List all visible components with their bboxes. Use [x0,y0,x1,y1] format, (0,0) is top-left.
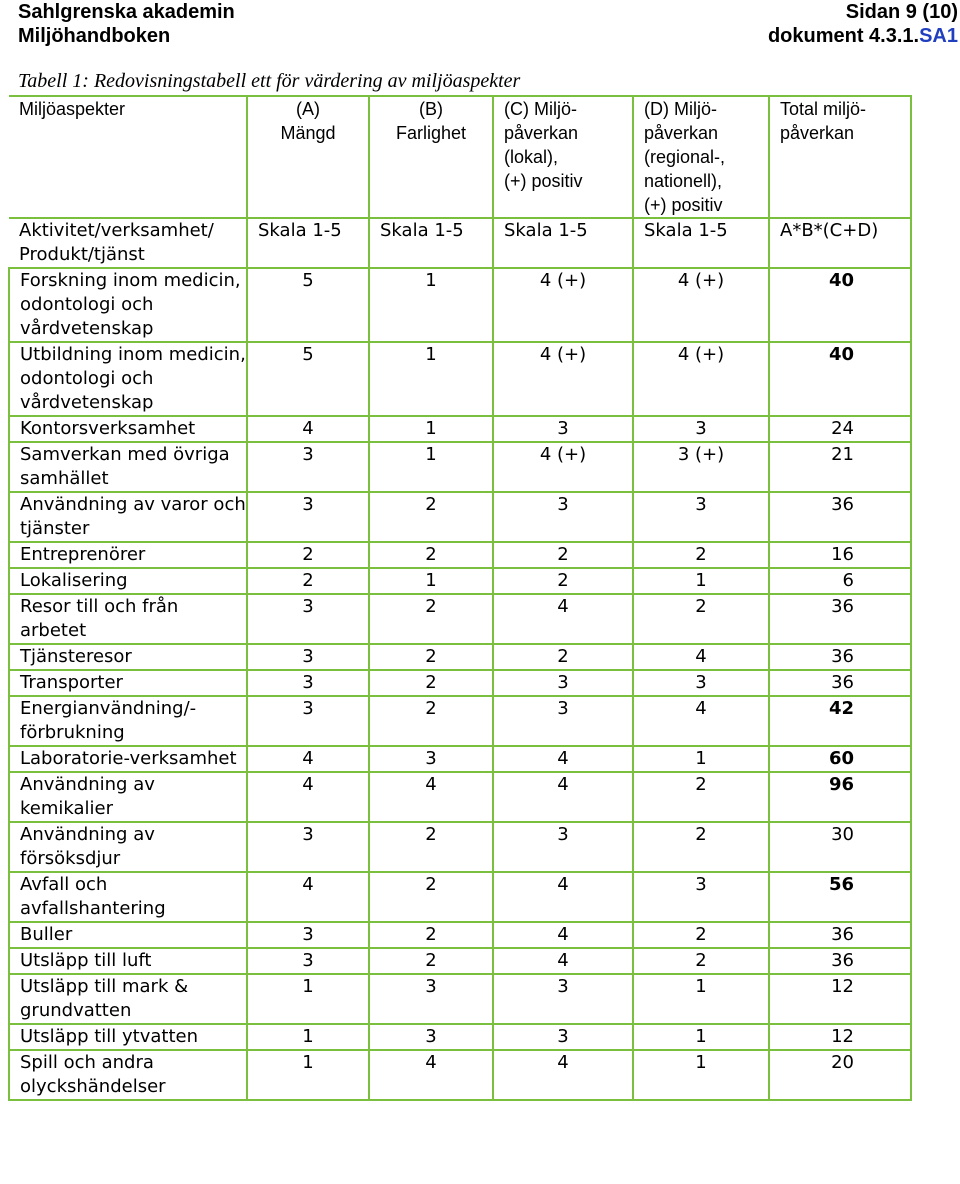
scale-cell: A*B*(C+D) [769,218,911,268]
value-cell: 3 [493,974,633,1024]
value-cell: 3 [493,492,633,542]
table-row [9,492,911,542]
value-cell: 3 [493,416,633,442]
value-cell: 2 [369,872,493,922]
value-cell: 3 [369,746,493,772]
total-cell: 36 [769,644,911,670]
column-header [769,96,911,218]
aspect-cell: Forskning inom medicin, odontologi och vårdvetenskap [9,268,247,342]
column-header-line: Mängd [280,123,336,143]
aspect-cell: Utsläpp till luft [9,948,247,974]
value-cell: 2 [247,568,369,594]
aspect-cell: Utsläpp till ytvatten [9,1024,247,1050]
value-cell: 3 [247,696,369,746]
column-header-line: Total miljö- [780,99,867,119]
column-header [9,96,247,218]
aspect-cell: Avfall och avfallshantering [9,872,247,922]
value-cell: 4 [247,416,369,442]
scale-cell: Skala 1-5 [633,218,769,268]
value-cell: 3 [493,822,633,872]
value-cell: 3 [633,416,769,442]
aspect-cell: Buller [9,922,247,948]
value-cell: 2 [633,772,769,822]
column-header [633,96,769,218]
total-cell: 36 [769,948,911,974]
column-header-line: nationell), [644,171,723,191]
value-cell: 2 [247,542,369,568]
total-cell: 21 [769,442,911,492]
document-id-suffix: SA1 [919,25,958,47]
total-cell: 36 [769,922,911,948]
value-cell: 4 [493,746,633,772]
value-cell: 2 [493,644,633,670]
value-cell: 4 [493,872,633,922]
column-header-line: Farlighet [395,123,467,143]
scale-cell: Skala 1-5 [247,218,369,268]
aspect-cell: Utbildning inom medicin, odontologi och vårdvetenskap [9,342,247,416]
aspect-cell: Tjänsteresor [9,644,247,670]
aspect-cell: Entreprenörer [9,542,247,568]
value-cell: 1 [369,442,493,492]
value-cell: 5 [247,342,369,416]
value-cell: 4 [633,644,769,670]
table-row [9,594,911,644]
value-cell: 3 [493,670,633,696]
value-cell: 2 [369,492,493,542]
value-cell: 4 [493,922,633,948]
page-number: Sidan 9 (10) [845,1,958,23]
value-cell: 2 [369,670,493,696]
table-row [9,696,911,746]
column-header-line: (B) [419,99,443,119]
column-header-line: (lokal), [504,147,559,167]
aspect-cell: Lokalisering [9,568,247,594]
value-cell: 2 [369,922,493,948]
total-cell: 12 [769,1024,911,1050]
value-cell: 2 [493,568,633,594]
total-cell: 42 [769,696,911,746]
value-cell: 4 (+) [493,342,633,416]
value-cell: 3 [247,670,369,696]
value-cell: 4 [633,696,769,746]
value-cell: 4 [493,772,633,822]
value-cell: 3 [247,948,369,974]
value-cell: 1 [369,342,493,416]
value-cell: 4 [247,872,369,922]
value-cell: 3 [369,1024,493,1050]
scale-cell: Skala 1-5 [493,218,633,268]
value-cell: 3 [247,492,369,542]
table-row [9,670,911,696]
assessment-table [8,95,912,1101]
aspect-cell: Spill och andra olyckshändelser [9,1050,247,1100]
value-cell: 3 [633,492,769,542]
document-id [768,24,958,48]
value-cell: 1 [633,568,769,594]
value-cell: 4 [247,746,369,772]
value-cell: 2 [633,822,769,872]
total-cell: 36 [769,594,911,644]
column-header-line: (+) positiv [504,171,583,191]
column-header-line: påverkan [780,123,855,143]
value-cell: 3 [493,696,633,746]
value-cell: 2 [633,542,769,568]
value-cell: 4 (+) [493,268,633,342]
table-row [9,974,911,1024]
value-cell: 2 [633,922,769,948]
column-header [369,96,493,218]
total-cell: 40 [769,342,911,416]
table-row [9,568,911,594]
value-cell: 1 [369,268,493,342]
value-cell: 3 [247,594,369,644]
value-cell: 2 [633,594,769,644]
table-row [9,442,911,492]
total-cell: 6 [769,568,911,594]
value-cell: 3 [493,1024,633,1050]
document-header-left [18,0,235,48]
aspect-cell: Användning av varor och tjänster [9,492,247,542]
table-row [9,416,911,442]
value-cell: 3 [247,442,369,492]
value-cell: 4 (+) [633,342,769,416]
table-row [9,872,911,922]
value-cell: 3 [633,670,769,696]
table-row [9,772,911,822]
table-row [9,1024,911,1050]
value-cell: 4 [493,594,633,644]
value-cell: 2 [493,542,633,568]
column-header [247,96,369,218]
total-cell: 30 [769,822,911,872]
column-header [493,96,633,218]
aspect-cell: Kontorsverksamhet [9,416,247,442]
table-row [9,746,911,772]
table-row [9,822,911,872]
column-header-line: (+) positiv [644,195,723,215]
table-row [9,542,911,568]
value-cell: 4 [493,948,633,974]
table-row [9,1050,911,1100]
value-cell: 1 [633,974,769,1024]
value-cell: 1 [633,746,769,772]
total-cell: 40 [769,268,911,342]
document-header-right [768,0,958,48]
value-cell: 2 [369,948,493,974]
value-cell: 4 [369,1050,493,1100]
value-cell: 4 (+) [633,268,769,342]
total-cell: 96 [769,772,911,822]
total-cell: 16 [769,542,911,568]
total-cell: 24 [769,416,911,442]
value-cell: 1 [247,1024,369,1050]
aspect-cell: Användning av kemikalier [9,772,247,822]
value-cell: 3 (+) [633,442,769,492]
table-row [9,644,911,670]
value-cell: 4 [247,772,369,822]
scale-cell: Skala 1-5 [369,218,493,268]
aspect-cell: Användning av försöksdjur [9,822,247,872]
value-cell: 1 [247,974,369,1024]
value-cell: 2 [369,822,493,872]
table-row [9,948,911,974]
value-cell: 1 [633,1050,769,1100]
value-cell: 2 [369,644,493,670]
total-cell: 60 [769,746,911,772]
table-row [9,922,911,948]
aspect-cell: Transporter [9,670,247,696]
scale-cell: Aktivitet/verksamhet/ Produkt/tjänst [9,218,247,268]
value-cell: 2 [369,696,493,746]
column-header-line: påverkan [504,123,579,143]
value-cell: 4 [369,772,493,822]
org-name: Sahlgrenska akademin [18,1,235,23]
column-header-line: (A) [296,99,320,119]
total-cell: 20 [769,1050,911,1100]
value-cell: 1 [369,416,493,442]
value-cell: 2 [369,594,493,644]
value-cell: 2 [633,948,769,974]
column-header-line: (C) Miljö- [504,99,577,119]
aspect-cell: Utsläpp till mark & grundvatten [9,974,247,1024]
column-header-line: (regional-, [644,147,726,167]
total-cell: 36 [769,492,911,542]
scale-row [9,218,911,268]
column-header-line: Miljöaspekter [19,99,126,119]
value-cell: 3 [633,872,769,922]
table-header-row [9,96,911,218]
value-cell: 3 [247,822,369,872]
value-cell: 4 (+) [493,442,633,492]
total-cell: 12 [769,974,911,1024]
aspect-cell: Samverkan med övriga samhället [9,442,247,492]
value-cell: 3 [247,644,369,670]
value-cell: 3 [369,974,493,1024]
document-id-prefix: dokument 4.3.1. [767,25,920,47]
total-cell: 36 [769,670,911,696]
value-cell: 1 [369,568,493,594]
value-cell: 3 [247,922,369,948]
column-header-line: (D) Miljö- [644,99,717,119]
value-cell: 1 [633,1024,769,1050]
value-cell: 4 [493,1050,633,1100]
column-header-line: påverkan [644,123,719,143]
aspect-cell: Energianvändning/- förbrukning [9,696,247,746]
table-row [9,268,911,342]
total-cell: 56 [769,872,911,922]
table-row [9,342,911,416]
table-caption: Tabell 1: Redovisningstabell ett för värdering av miljöaspekter [18,70,521,92]
value-cell: 2 [369,542,493,568]
aspect-cell: Resor till och från arbetet [9,594,247,644]
handbook-name: Miljöhandboken [18,25,171,47]
aspect-cell: Laboratorie-verksamhet [9,746,247,772]
value-cell: 5 [247,268,369,342]
value-cell: 1 [247,1050,369,1100]
